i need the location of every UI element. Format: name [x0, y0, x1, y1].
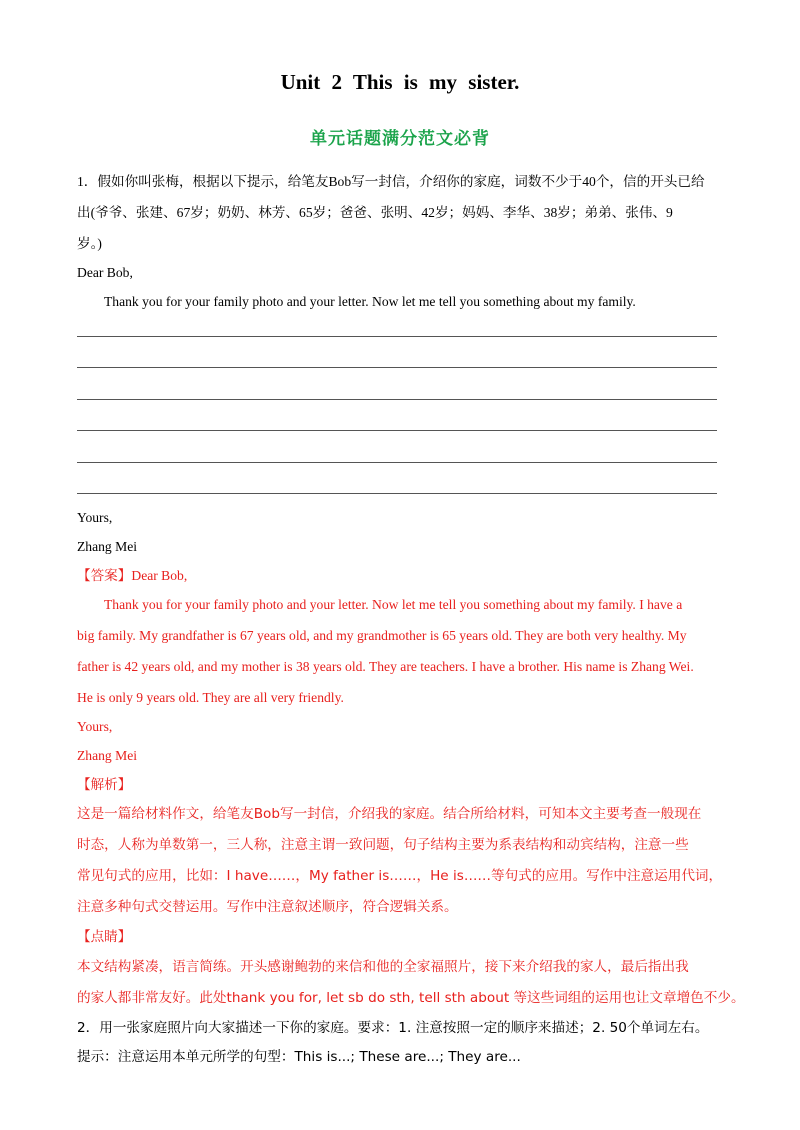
answer-line-3[interactable] [77, 399, 717, 400]
answer-line-4[interactable] [77, 430, 717, 431]
analysis-line-2: 时态，人称为单数第一，三人称，注意主谓一致问题，句子结构主要为系表结构和动宾结构，注意一些 [77, 837, 689, 853]
answer-body-line-4: He is only 9 years old. They are all very friendly. [77, 690, 344, 705]
answer-signature: Zhang Mei [77, 748, 138, 763]
answer-line-1[interactable] [77, 336, 717, 337]
analysis-line-1: 这是一篇给材料作文，给笔友Bob写一封信，介绍我的家庭。结合所给材料，可知本文主要考查一般现在 [77, 806, 702, 822]
answer-closing: Yours, [77, 719, 113, 734]
answer-salutation: Dear Bob, [131, 568, 188, 583]
q1-prompt-line-1: 1．假如你叫张梅，根据以下提示，给笔友Bob写一封信，介绍你的家庭，词数不少于40个，信的开头已给 [77, 174, 705, 189]
q1-salutation: Dear Bob, [77, 265, 133, 280]
highlight-line-2: 的家人都非常友好。此处thank you for, let sb do sth, tell sth about 等这些词组的运用也让文章增色不少。 [77, 990, 745, 1006]
answer-line-5[interactable] [77, 462, 717, 463]
q1-closing: Yours, [77, 510, 113, 525]
analysis-line-4: 注意多种句式交替运用。写作中注意叙述顺序，符合逻辑关系。 [77, 899, 458, 915]
q2-line-2: 提示：注意运用本单元所学的句型：This is...; These are...; They are... [77, 1049, 521, 1065]
answer-line-2[interactable] [77, 367, 717, 368]
analysis-line-3: 常见句式的应用，比如：I have……，My father is……，He is……等句式的应用。写作中注意运用代词， [77, 868, 723, 884]
answer-body-line-3: father is 42 years old, and my mother is 38 years old. They are teachers. I have a brother. His name is Zhang Wei. [77, 659, 694, 674]
answer-line-6[interactable] [77, 493, 717, 494]
answer-header [77, 566, 187, 586]
page-title: Unit 2 This is my sister. [280, 70, 520, 94]
answer-body-line-2: big family. My grandfather is 67 years old, and my grandmother is 65 years old. They are both very healthy. My [77, 628, 687, 643]
analysis-label: 【解析】 [77, 777, 132, 793]
section-subtitle: 单元话题满分范文必背 [310, 129, 490, 149]
q1-opening: Thank you for your family photo and your letter. Now let me tell you something about my family. [104, 294, 636, 309]
q1-prompt-line-2: 出(爷爷、张建、67岁；奶奶、林芳、65岁；爸爸、张明、42岁；妈妈、李华、38岁；弟弟、张伟、9 [77, 205, 673, 220]
q2-line-1: 2．用一张家庭照片向大家描述一下你的家庭。要求：1. 注意按照一定的顺序来描述；2. 50个单词左右。 [77, 1020, 709, 1036]
q1-prompt-line-3: 岁。) [77, 236, 102, 251]
answer-body-line-1: Thank you for your family photo and your letter. Now let me tell you something about my family. I have a [104, 597, 683, 612]
q1-signature: Zhang Mei [77, 539, 138, 554]
highlight-label: 【点睛】 [77, 929, 132, 945]
highlight-line-1: 本文结构紧凑，语言简练。开头感谢鲍勃的来信和他的全家福照片，接下来介绍我的家人，最后指出我 [77, 959, 689, 975]
answer-label: 【答案】 [77, 568, 132, 584]
